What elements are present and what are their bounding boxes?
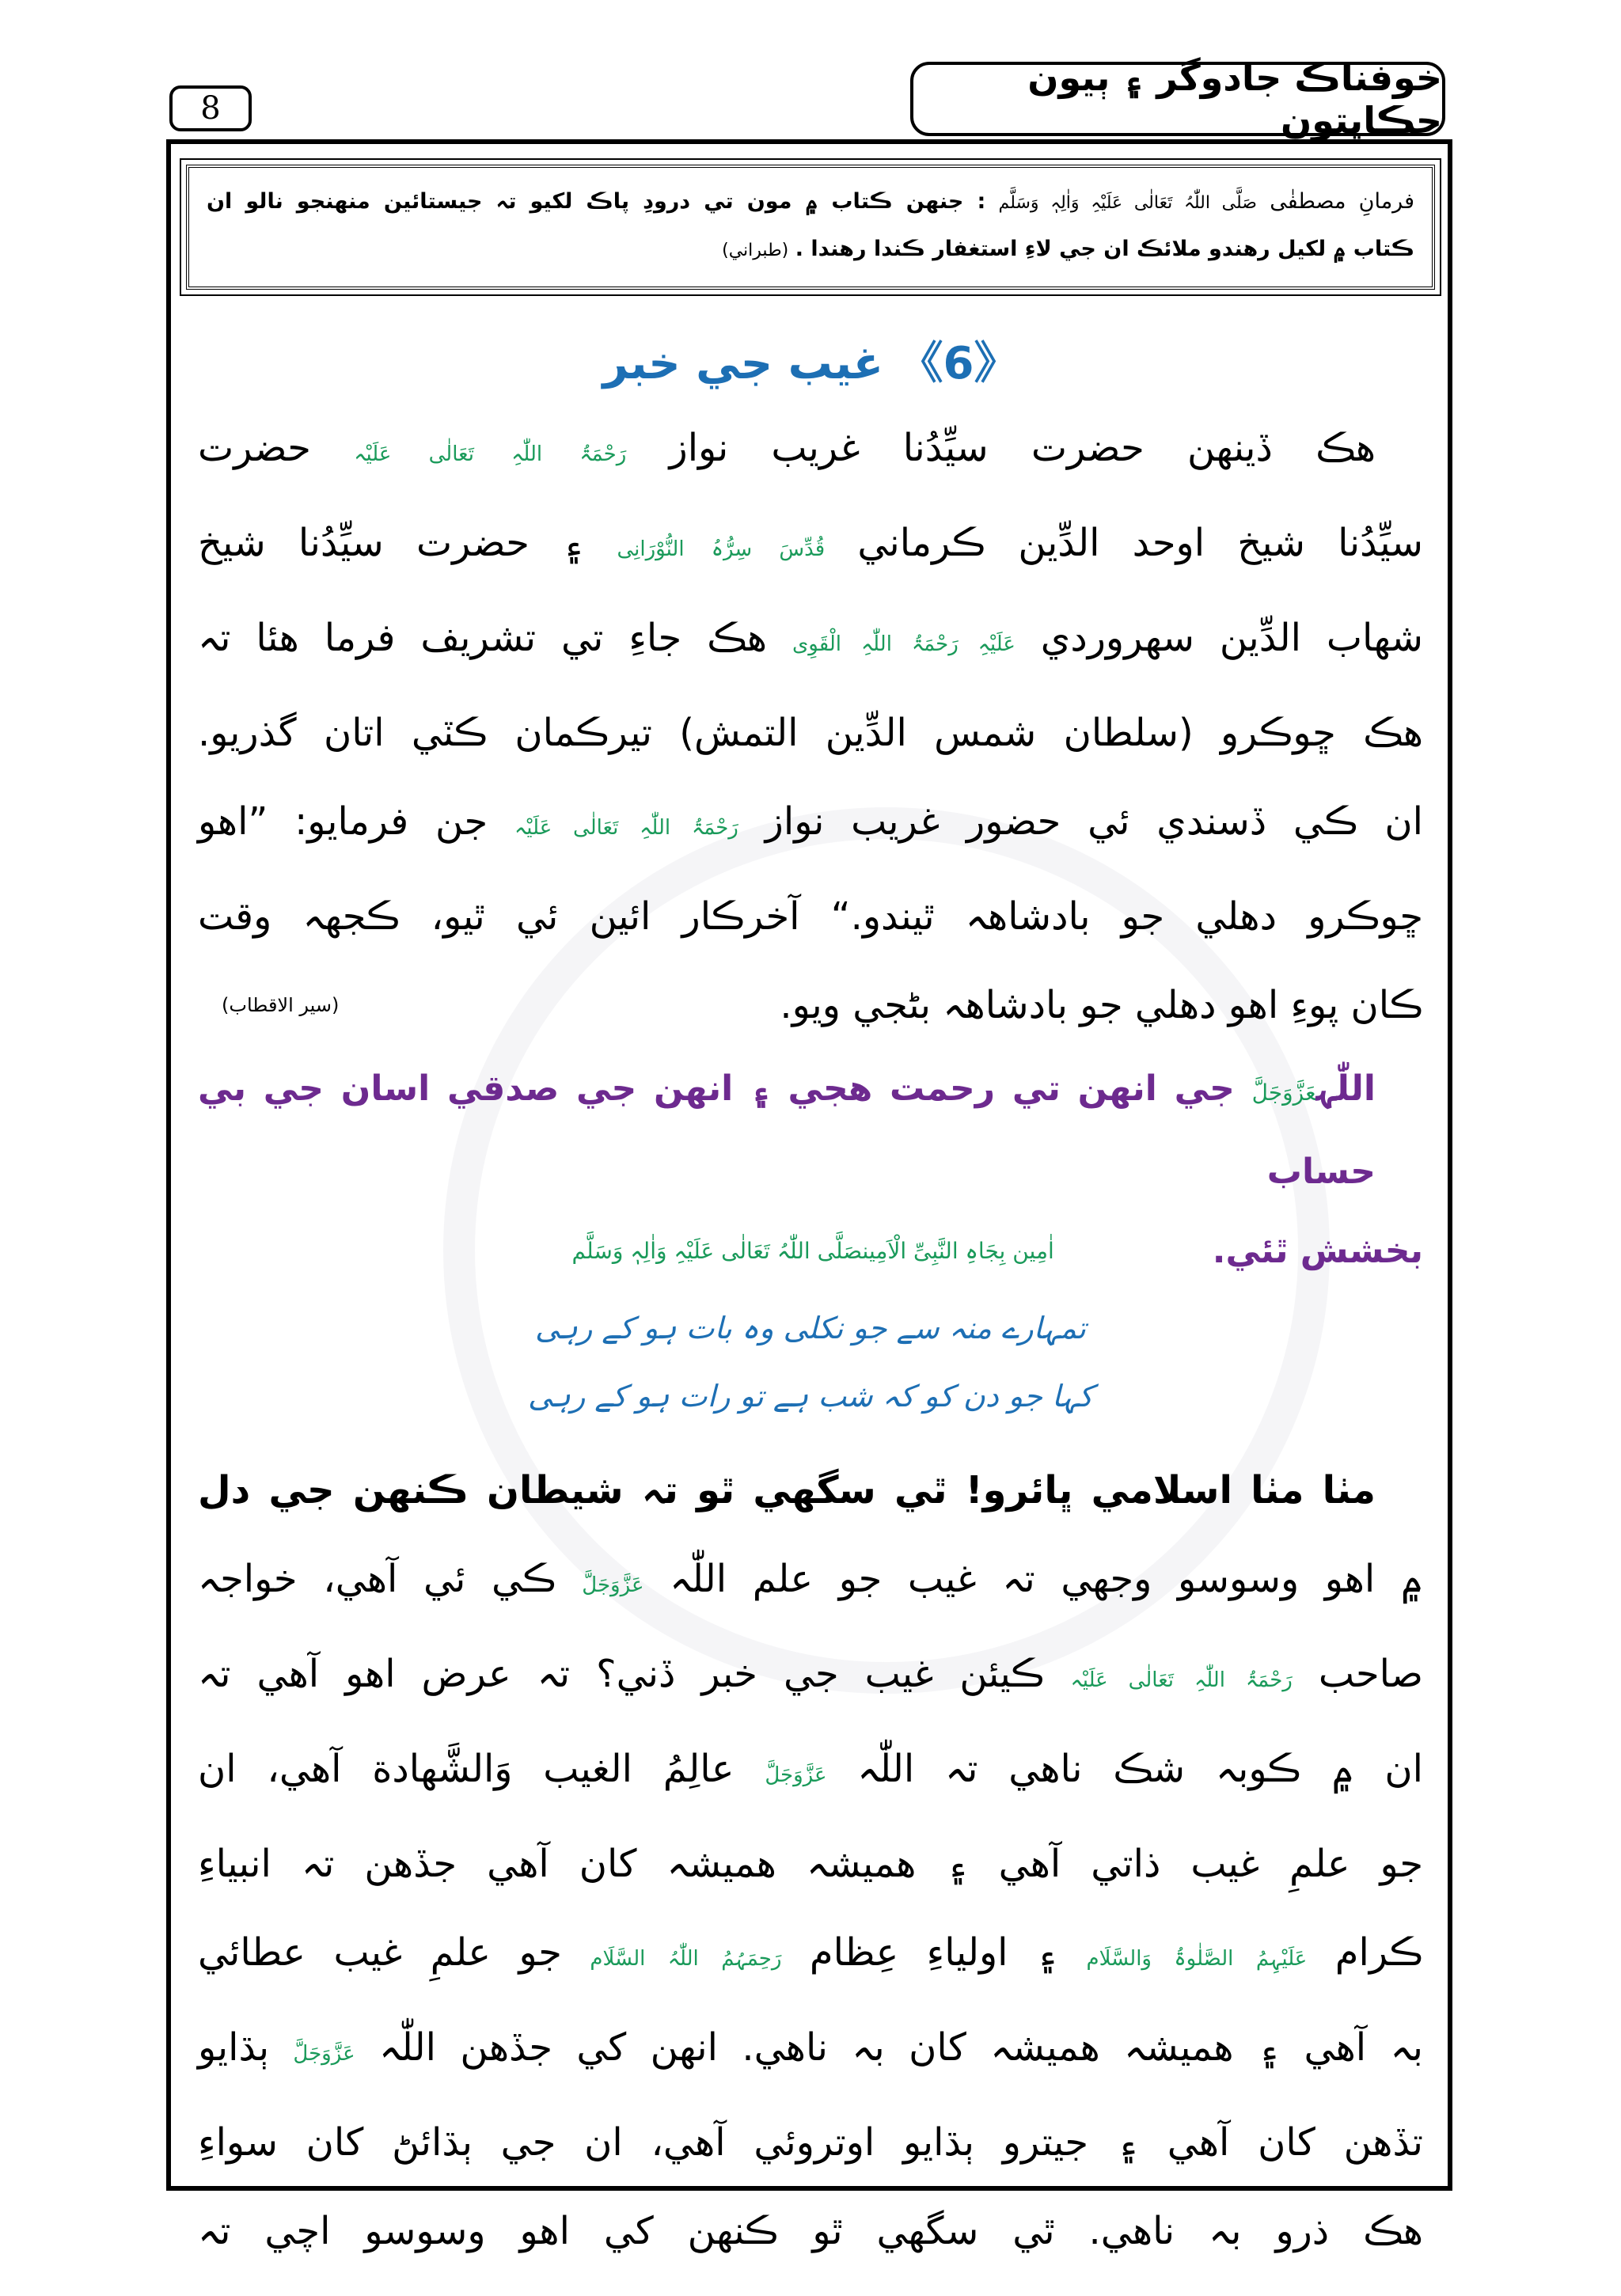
dua-block — [198, 1049, 1423, 1291]
honorific: رَحْمَۃُ اللّٰہِ تَعَالٰی عَلَیْہ — [354, 442, 627, 466]
hadith-intro: فرمانِ مصطفٰی — [1270, 189, 1414, 214]
story-line-5: ان ڪي ڏسندي ئي حضور غريب نواز رَحْمَۃُ اللّٰہِ تَعَالٰی عَلَیْہ جن فرمايو: ”اهو — [198, 799, 1423, 844]
page-number: 8 — [169, 85, 252, 131]
story-line-1: هڪ ڏينهن حضرت سيِّدُنا غريب نواز رَحْمَۃُ اللّٰہِ تَعَالٰی عَلَیْہ حضرت — [198, 426, 1376, 470]
section-heading: غيب جي خبر — [602, 338, 883, 389]
honorific: عَزَّوَجَلَّ — [582, 1573, 644, 1597]
honorific: عَزَّوَجَلَّ — [1251, 1080, 1316, 1106]
hadith-line-1 — [207, 179, 1414, 226]
honorific: عَزَّوَجَلَّ — [765, 1763, 827, 1787]
discussion-paragraph — [198, 1446, 1423, 2275]
main-content — [198, 324, 1423, 2275]
story-line-4: هڪ ڇوڪرو (سلطان شمس الدِّين التمش) تيرڪمان ڪٽي اتان گذريو. — [198, 711, 1423, 755]
honorific: قُدِّسَ سِرُّہُ النُّوْرَانِی — [617, 537, 826, 561]
discussion-line-3: صاحب رَحْمَۃُ اللّٰہِ تَعَالٰی عَلَیْہ ڪيئن غيب جي خبر ڏني؟ تہ عرض اهو آهي تہ — [198, 1652, 1423, 1696]
poem-line-1: تمہارے منہ سے جو نکلی وہ بات ہو کے رہی — [535, 1311, 1086, 1345]
honorific: رَحْمَۃُ اللّٰہِ تَعَالٰی عَلَیْہ — [1070, 1668, 1293, 1692]
section-title — [198, 324, 1423, 404]
honorific: عَلَیْہِ رَحْمَۃُ اللّٰہِ الْقَوِی — [792, 632, 1015, 656]
discussion-line-6: ڪرام عَلَیْہِمُ الصَّلٰوۃُ وَالسَّلَام ۽ اولياءِ عِظام رَحِمَہُمُ اللّٰہُ السَّلَام جو علمِ غيب عطائي — [198, 1930, 1423, 1975]
hadith-text-1: : جنهن ڪتاب ۾ مون تي درودِ پاڪ لکيو تہ جيستائين منهنجو نالو ان — [207, 189, 986, 214]
story-line-6: ڇوڪرو دهلي جو بادشاهہ ٿيندو.“ آخرڪار ائين ئي ٿيو، ڪجهہ وقت — [198, 894, 1423, 939]
dua-line-2: بخشش ٿئي. اٰمِين بِجَاہِ النَّبِیِّ الْاَمِینصَلَّی اللّٰہُ تَعَالٰی عَلَیْہِ وَاٰلِہٖ وَسَلَّم — [198, 1212, 1423, 1291]
story-line-7: ڪان پوءِ اهو دهلي جو بادشاهہ بڻجي ويو. (سير الاقطاب) — [198, 961, 1423, 1049]
ameen-text: اٰمِين بِجَاہِ النَّبِیِّ الْاَمِینصَلَّی اللّٰہُ تَعَالٰی عَلَیْہِ وَاٰلِہٖ وَسَلَّم — [571, 1238, 1054, 1264]
discussion-line-4: ان ۾ ڪوبہ شڪ ناهي تہ اللّٰہ عَزَّوَجَلَّ عالِمُ الغيب وَالشَّهادة آهي، ان — [198, 1747, 1423, 1791]
book-title: خوفناڪ جادوگر ۽ ٻيون حڪايتون — [910, 62, 1445, 136]
section-number: 《6》 — [898, 338, 1019, 389]
story-line-3: شهاب الدِّين سهروردي عَلَیْہِ رَحْمَۃُ اللّٰہِ الْقَوِی هڪ جاءِ تي تشريف فرما هئا تہ — [198, 616, 1423, 660]
hadith-reference: (طبراني) — [722, 241, 789, 260]
discussion-line-9: هڪ ذرو بہ ناهي. ٿي سگهي ٿو ڪنهن کي اهو وسوسو اچي تہ — [198, 2209, 1423, 2253]
discussion-line-5: جو علمِ غيب ذاتي آهي ۽ هميشہ هميشہ کان آهي جڏهن تہ انبياءِ — [198, 1842, 1423, 1886]
hadith-box — [186, 165, 1435, 290]
honorific: عَزَّوَجَلَّ — [293, 2042, 355, 2066]
poem — [198, 1294, 1423, 1430]
discussion-line-1: مٺا مٺا اسلامي ڀائرو! ٿي سگهي ٿو تہ شيطان ڪنهن جي دل — [198, 1468, 1376, 1512]
discussion-line-8: تڏهن کان آهي ۽ جيترو ٻڌايو اوتروئي آهي، ان جي ٻڌائڻ کان سواءِ — [198, 2120, 1423, 2165]
hadith-text-2: ڪتاب ۾ لکيل رهندو ملائڪ ان جي لاءِ استغفار ڪندا رهندا . — [795, 237, 1414, 261]
discussion-line-2: ۾ اهو وسوسو وجهي تہ غيب جو علم اللّٰہ عَزَّوَجَلَّ ڪي ئي آهي، خواجہ — [198, 1557, 1423, 1601]
story-reference: (سير الاقطاب) — [222, 994, 340, 1016]
story-paragraph — [198, 404, 1423, 1049]
discussion-line-7: بہ آهي ۽ هميشہ هميشہ کان بہ ناهي. انهن کي جڏهن اللّٰہ عَزَّوَجَلَّ ٻڌايو — [198, 2025, 1423, 2070]
honorific: رَحْمَۃُ اللّٰہِ تَعَالٰی عَلَیْہ — [514, 816, 738, 840]
hadith-line-2 — [207, 226, 1414, 274]
poem-line-2: کہا جو دن کو کہ شب ہے تو رات ہو کے رہی — [528, 1379, 1093, 1414]
dua-line-1: اللّٰہعَزَّوَجَلَّ جي انهن تي رحمت هجي ۽ انهن جي صدقي اسان جي بي حساب — [198, 1068, 1376, 1192]
hadith-honorific: صَلَّی اللّٰہُ تَعَالٰی عَلَیْہِ وَاٰلِہٖ وَسَلَّم — [998, 193, 1257, 213]
honorific: عَلَیْہِمُ الصَّلٰوۃُ وَالسَّلَام — [1086, 1947, 1308, 1971]
story-line-2: سيِّدُنا شيخ اوحد الدِّين ڪرماني قُدِّسَ سِرُّہُ النُّوْرَانِی ۽ حضرت سيِّدُنا شيخ — [198, 521, 1424, 565]
honorific: رَحِمَہُمُ اللّٰہُ السَّلَام — [590, 1947, 782, 1971]
